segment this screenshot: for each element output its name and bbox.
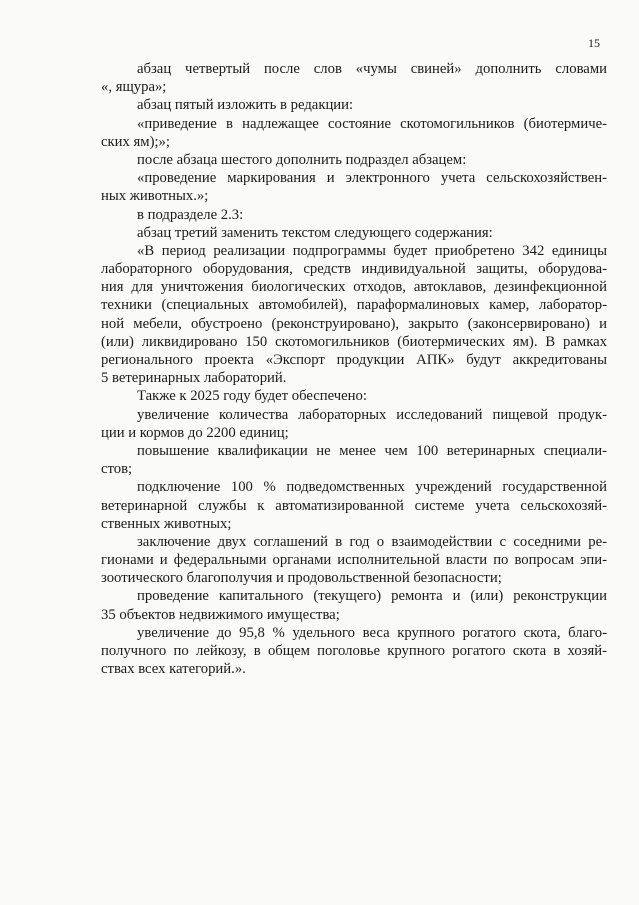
text-line: зоотического благополучия и продовольственной безопасности;: [101, 570, 502, 587]
text-line: техники (специальных автомобилей), параформалиновых камер, лаборатор-: [101, 297, 607, 314]
text-line: ния для уничтожения биологических отходов, автоклавов, дезинфекционной: [101, 279, 607, 296]
text-line: абзац четвертый после слов «чумы свиней» дополнить словами: [137, 61, 607, 77]
text-line: заключение двух соглашений в год о взаимодействии с соседними ре-: [137, 533, 607, 550]
text-line: «проведение маркирования и электронного учета сельскохозяйствен-: [137, 170, 607, 187]
text-line: «, ящура»;: [101, 79, 167, 96]
text-line: ских ям);»;: [101, 133, 170, 150]
text-line: абзац третий заменить текстом следующего содержания:: [137, 224, 493, 241]
text-line: 35 объектов недвижимого имущества;: [101, 606, 340, 623]
text-line: подключение 100 % подведомственных учреждений государственной: [137, 479, 607, 496]
text-line: лабораторного оборудования, средств индивидуальной защиты, оборудова-: [101, 261, 607, 278]
text-line: повышение квалификации не менее чем 100 ветеринарных специали-: [137, 442, 607, 459]
text-line: регионального проекта «Экспорт продукции АПК» будут аккредитованы: [101, 352, 607, 368]
page-number: 15: [588, 36, 600, 50]
text-line: Также к 2025 году будет обеспечено:: [137, 388, 367, 405]
text-line: ных животных.»;: [101, 188, 209, 205]
text-line: ной мебели, обустроено (реконструировано), закрыто (законсервировано) и: [101, 315, 607, 332]
text-line: гионами и федеральными органами исполнительной власти по вопросам эпи-: [101, 552, 607, 569]
text-line: 5 ветеринарных лабораторий.: [101, 370, 287, 387]
text-line: абзац пятый изложить в редакции:: [137, 97, 354, 114]
text-line: проведение капитального (текущего) ремонта и (или) реконструкции: [137, 588, 607, 605]
text-line: (или) ликвидировано 150 скотомогильников (биотермических ям). В рамках: [101, 333, 607, 350]
text-line: ственных животных;: [101, 515, 232, 532]
text-line: стов;: [101, 461, 133, 478]
text-line: ветеринарной службы к автоматизированной системе учета сельскохозяй-: [101, 497, 607, 514]
text-line: ции и кормов до 2200 единиц;: [101, 424, 289, 441]
text-line: увеличение до 95,8 % удельного веса крупного рогатого скота, благо-: [137, 624, 607, 641]
text-line: «приведение в надлежащее состояние скотомогильников (биотермиче-: [137, 115, 607, 132]
document-body: [101, 60, 607, 678]
text-line: увеличение количества лабораторных исследований пищевой продук-: [137, 406, 607, 423]
text-line: после абзаца шестого дополнить подраздел абзацем:: [137, 151, 467, 168]
text-line: ствах всех категорий.».: [101, 661, 246, 678]
text-line: «В период реализации подпрограммы будет приобретено 342 единицы: [137, 242, 607, 259]
text-line: получного по лейкозу, в общем поголовье крупного рогатого скота в хозяй-: [101, 643, 607, 659]
text-line: в подразделе 2.3:: [137, 206, 244, 223]
